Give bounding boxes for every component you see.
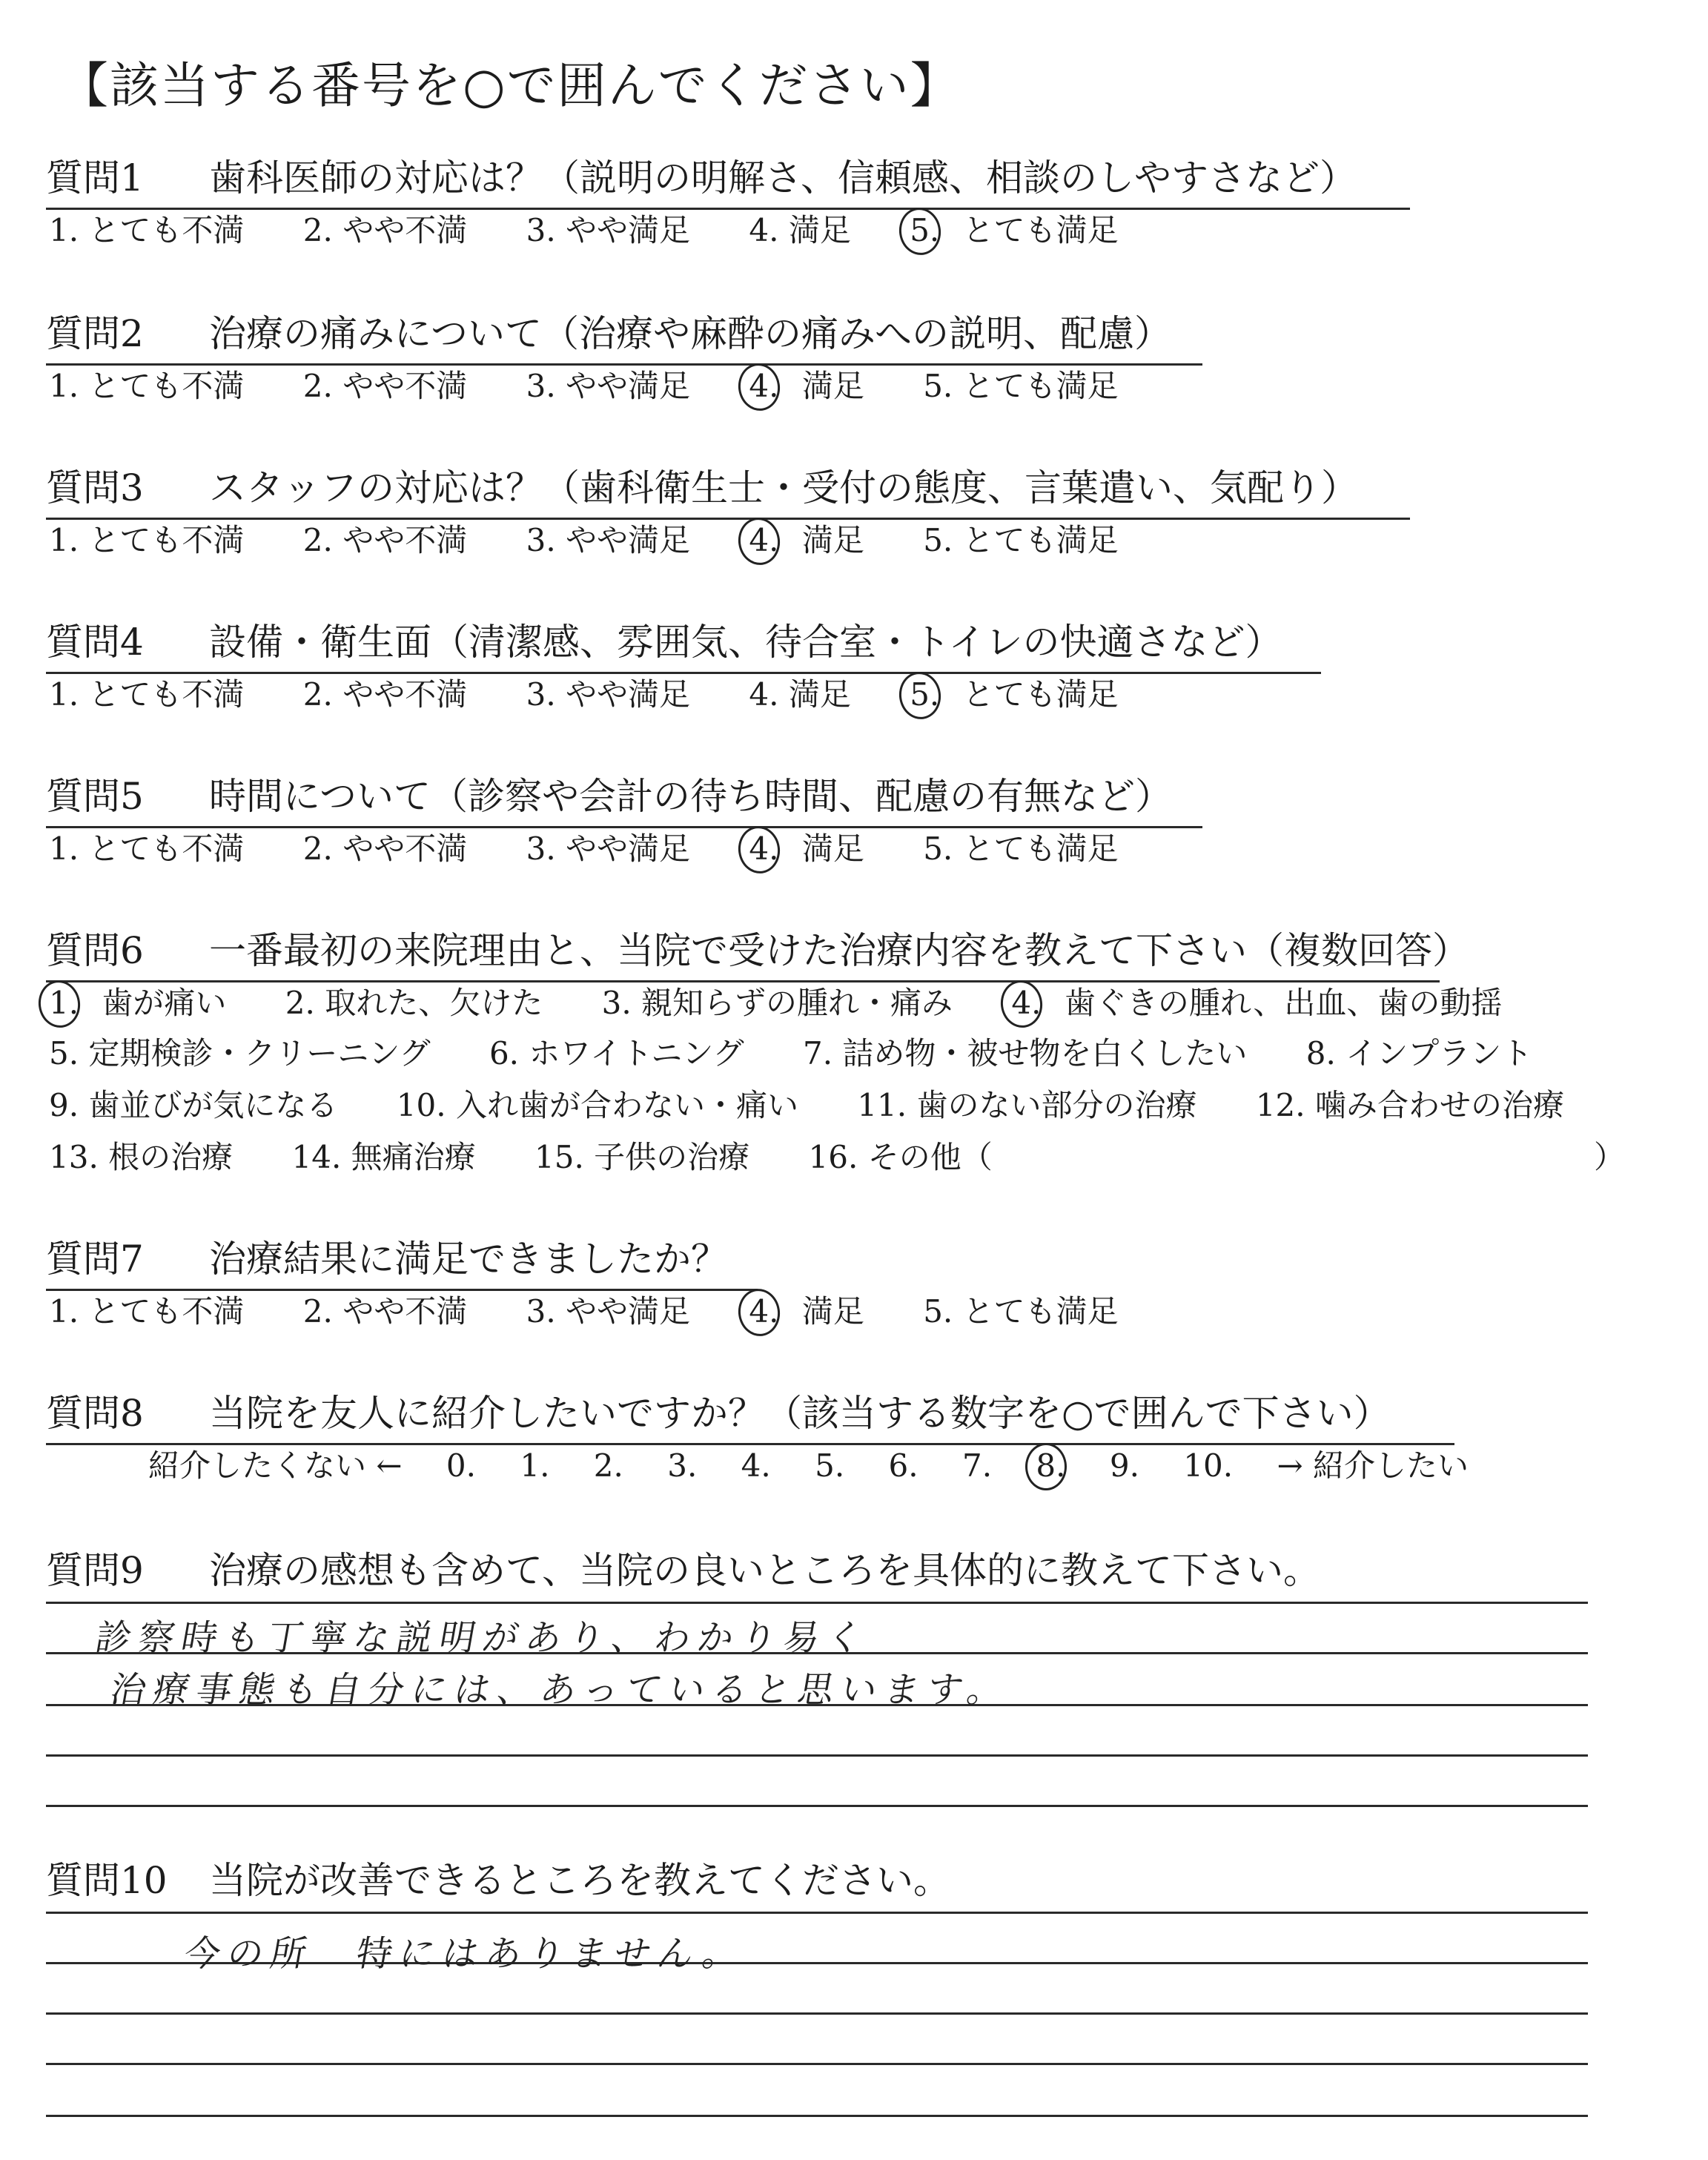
question-2-text: 治療の痛みについて（治療や麻酔の痛みへの説明、配慮） [209,312,1171,355]
q2-option-1[interactable]: 1. とても不満 [49,368,245,404]
selection-circle-mark: 4. [749,368,779,404]
question-5-options [49,825,1119,869]
question-10-text: 当院が改善できるところを教えてください。 [209,1859,950,1902]
question-2-number: 質問2 [46,312,144,355]
question-9-title [46,1541,1320,1600]
question-1-options [49,206,1119,251]
q6-option-16[interactable]: 16. その他（ [808,1139,993,1175]
question-6-text: 一番最初の来院理由と、当院で受けた治療内容を教えて下さい（複数回答） [209,929,1469,972]
q6-option-13[interactable]: 13. 根の治療 [49,1139,234,1175]
question-5-title [46,767,1202,828]
q9-answer-line-2[interactable]: 治療事態も自分には、あっていると思います。 [107,1669,1014,1711]
selection-circle-mark: 5. [910,212,940,248]
selection-circle-mark: 1. [49,985,79,1021]
q6-other-close-paren: ） [1594,1139,1626,1175]
q6-option-11[interactable]: 11. 歯のない部分の治療 [857,1087,1197,1123]
question-8-number: 質問8 [46,1392,144,1435]
selection-circle-mark: 4. [749,830,779,867]
q8-scale-6[interactable]: 6. [888,1447,918,1484]
selection-circle-mark: 4. [749,1293,779,1330]
question-5-text: 時間について（診察や会計の待ち時間、配慮の有無など） [209,775,1172,818]
question-7-number: 質問7 [46,1238,144,1281]
q6-option-1[interactable]: 1. 歯が痛い [49,985,227,1021]
q8-left-label: 紹介したくない ← [148,1447,403,1484]
q2-option-3[interactable]: 3. やや満足 [526,368,691,404]
question-9-text: 治療の感想も含めて、当院の良いところを具体的に教えて下さい。 [209,1549,1320,1592]
q3-option-1[interactable]: 1. とても不満 [49,522,245,558]
q10-answer-rule-4 [46,2063,1588,2065]
q4-option-3[interactable]: 3. やや満足 [526,676,691,713]
question-4-title [46,612,1321,674]
q6-option-15[interactable]: 15. 子供の治療 [534,1139,750,1175]
q8-scale-3[interactable]: 3. [667,1447,698,1484]
q5-option-2[interactable]: 2. やや不満 [302,830,468,867]
selection-circle-mark: 4. [1011,985,1042,1021]
question-5-number: 質問5 [46,775,144,818]
question-2-title [46,304,1202,366]
selection-circle-mark: 4. [749,522,779,558]
q7-option-1[interactable]: 1. とても不満 [49,1293,245,1330]
q10-answer-line-1[interactable]: 今の所 特にはありません。 [181,1933,750,1975]
question-1-text: 歯科医師の対応は？（説明の明解さ、信頼感、相談のしやすさなど） [209,156,1357,199]
q8-scale-2[interactable]: 2. [593,1447,623,1484]
q5-option-5[interactable]: 5. とても満足 [923,830,1119,867]
question-9-number: 質問9 [46,1549,144,1592]
q1-option-1[interactable]: 1. とても不満 [49,212,245,248]
form-header: 【該当する番号を○で囲んでください】 [59,57,961,114]
q6-option-3[interactable]: 3. 親知らずの腫れ・痛み [601,985,953,1021]
q7-option-3[interactable]: 3. やや満足 [526,1293,691,1330]
q8-scale-8[interactable]: 8. [1036,1447,1066,1484]
q6-option-6[interactable]: 6. ホワイトニング [489,1035,744,1071]
question-8-scale [148,1441,1503,1486]
q6-option-7[interactable]: 7. 詰め物・被せ物を白くしたい [802,1035,1248,1071]
q3-option-4[interactable]: 4. 満足 [749,522,864,558]
q3-option-2[interactable]: 2. やや不満 [302,522,468,558]
q6-option-8[interactable]: 8. インプラント [1305,1035,1533,1071]
q6-option-12[interactable]: 12. 噛み合わせの治療 [1255,1087,1564,1123]
q4-option-2[interactable]: 2. やや不満 [302,676,468,713]
q4-option-5[interactable]: 5. とても満足 [910,676,1119,713]
q1-option-3[interactable]: 3. やや満足 [526,212,691,248]
q10-answer-rule-5 [46,2115,1588,2117]
q9-answer-rule-1 [46,1602,1588,1604]
question-4-text: 設備・衛生面（清潔感、雰囲気、待合室・トイレの快適さなど） [209,621,1282,664]
q5-option-4[interactable]: 4. 満足 [749,830,864,867]
question-2-options [49,362,1119,406]
question-10-title [46,1851,950,1910]
q3-option-5[interactable]: 5. とても満足 [923,522,1119,558]
question-6-number: 質問6 [46,929,144,972]
q8-right-label: → 紹介したい [1277,1447,1469,1484]
q4-option-4[interactable]: 4. 満足 [749,676,851,713]
q1-option-5[interactable]: 5. とても満足 [910,212,1119,248]
q2-option-4[interactable]: 4. 満足 [749,368,864,404]
question-6-options-row-1 [49,979,1502,1023]
q2-option-5[interactable]: 5. とても満足 [923,368,1119,404]
q6-option-14[interactable]: 14. 無痛治療 [291,1139,476,1175]
question-3-options [49,516,1119,561]
question-7-title [46,1229,758,1291]
question-1-title [46,148,1410,210]
question-3-text: スタッフの対応は？（歯科衛生士・受付の態度、言葉遣い、気配り） [209,466,1358,509]
q1-option-2[interactable]: 2. やや不満 [302,212,468,248]
q5-option-3[interactable]: 3. やや満足 [526,830,691,867]
q6-option-5[interactable]: 5. 定期検診・クリーニング [49,1035,431,1071]
q8-scale-7[interactable]: 7. [961,1447,993,1484]
q7-option-5[interactable]: 5. とても満足 [923,1293,1119,1330]
question-6-title [46,921,1469,982]
q6-option-9[interactable]: 9. 歯並びが気になる [49,1087,338,1123]
q6-option-2[interactable]: 2. 取れた、欠けた [285,985,543,1021]
q6-option-4[interactable]: 4. 歯ぐきの腫れ、出血、歯の動揺 [1011,985,1503,1021]
q7-option-2[interactable]: 2. やや不満 [302,1293,468,1330]
question-6-options-row-4 [49,1133,993,1178]
question-7-text: 治療結果に満足できましたか？ [209,1238,728,1281]
question-6-options-row-2 [49,1029,1532,1074]
question-3-title [46,458,1410,520]
question-1-number: 質問1 [46,156,144,199]
q7-option-4[interactable]: 4. 満足 [749,1293,864,1330]
selection-circle-mark: 5. [910,676,940,713]
q8-scale-0[interactable]: 0. [446,1447,476,1484]
q1-option-4[interactable]: 4. 満足 [749,212,851,248]
q9-answer-rule-4 [46,1754,1588,1757]
question-6-options-row-3 [49,1081,1564,1126]
q10-answer-rule-1 [46,1912,1588,1914]
q3-option-3[interactable]: 3. やや満足 [526,522,691,558]
q9-answer-line-1[interactable]: 診察時も丁寧な説明があり、わかり易く [92,1617,874,1659]
q10-answer-rule-3 [46,2012,1588,2015]
q8-scale-1[interactable]: 1. [520,1447,550,1484]
q8-scale-10[interactable]: 10. [1183,1447,1234,1484]
q5-option-1[interactable]: 1. とても不満 [49,830,245,867]
q8-scale-4[interactable]: 4. [741,1447,771,1484]
question-8-text: 当院を友人に紹介したいですか？（該当する数字を○で囲んで下さい） [209,1392,1391,1435]
q6-option-10[interactable]: 10. 入れ歯が合わない・痛い [396,1087,798,1123]
question-8-title [46,1384,1454,1445]
question-3-number: 質問3 [46,466,144,509]
question-4-number: 質問4 [46,621,144,664]
question-4-options [49,670,1119,715]
q8-scale-9[interactable]: 9. [1109,1447,1139,1484]
q4-option-1[interactable]: 1. とても不満 [49,676,245,713]
q9-answer-rule-5 [46,1805,1588,1807]
q8-scale-5[interactable]: 5. [815,1447,845,1484]
question-10-number: 質問10 [46,1859,168,1902]
q2-option-2[interactable]: 2. やや不満 [302,368,468,404]
question-7-options [49,1287,1119,1332]
